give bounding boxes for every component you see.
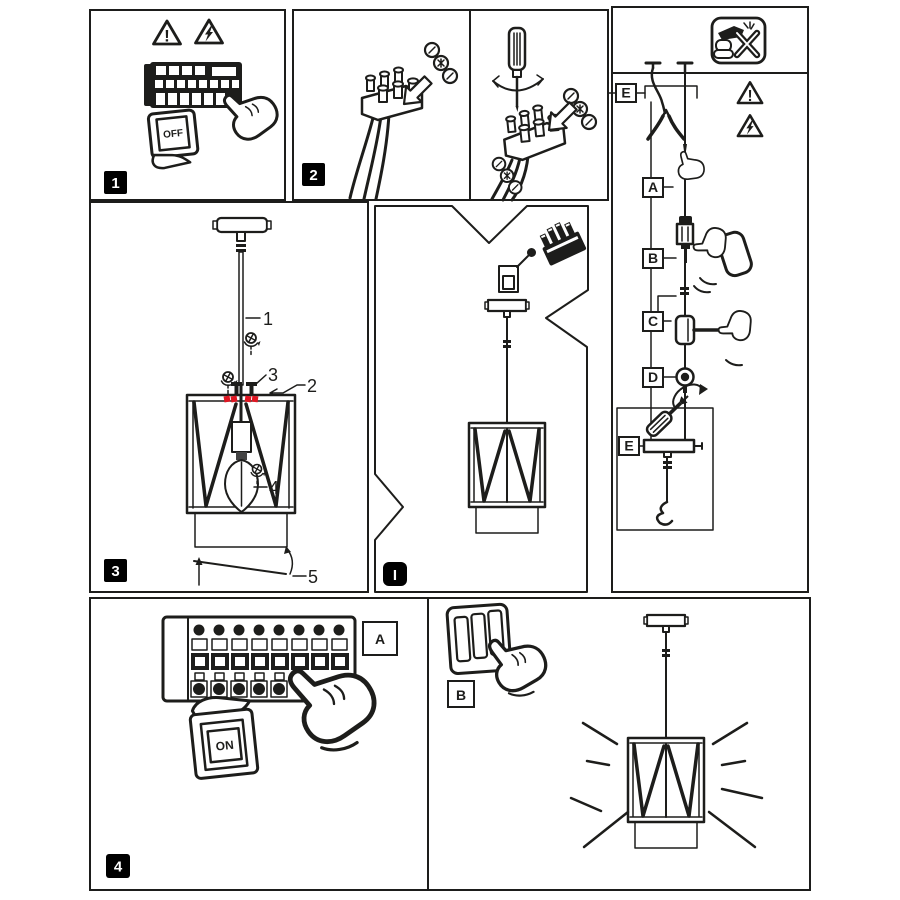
callout-a-panel4 (363, 622, 397, 655)
svg-text:E: E (624, 437, 634, 454)
step-badge-2 (302, 163, 325, 186)
step-badge-3 (104, 559, 127, 582)
svg-text:A: A (374, 631, 386, 647)
panel-i-detail (375, 206, 588, 592)
step-badge-1 (104, 171, 127, 194)
lamp-socket (232, 422, 251, 452)
step-badge-4 (106, 854, 130, 878)
panel-i-border (375, 206, 588, 592)
panel-2-wiring (293, 10, 608, 200)
svg-text:2: 2 (307, 376, 318, 396)
on-label: ON (215, 737, 235, 754)
svg-text:I: I (392, 567, 398, 584)
svg-text:1: 1 (263, 309, 274, 329)
off-label: OFF (162, 127, 184, 141)
svg-text:B: B (647, 250, 659, 266)
step-badge-i (383, 562, 407, 586)
svg-text:4: 4 (269, 478, 280, 498)
panel-4-power-on (90, 598, 810, 890)
svg-text:5: 5 (308, 567, 319, 587)
callout-b-panel4 (448, 681, 474, 707)
panel-1-power-off (90, 10, 285, 200)
svg-text:A: A (647, 179, 659, 195)
no-power-tools-icon (712, 18, 765, 63)
assembly-steps-strip (608, 7, 808, 592)
panel-3-parts-overview (90, 202, 368, 592)
panel-2-border (293, 10, 608, 200)
warning-exclamation: ! (164, 26, 170, 46)
svg-text:B: B (455, 687, 467, 703)
pendant-rod (239, 252, 243, 385)
svg-text:4: 4 (113, 858, 123, 876)
svg-text:E: E (621, 84, 631, 101)
svg-text:C: C (647, 313, 659, 329)
svg-text:2: 2 (309, 167, 318, 184)
svg-text:3: 3 (268, 365, 279, 385)
svg-text:!: ! (747, 87, 753, 105)
svg-text:D: D (647, 369, 659, 385)
svg-text:1: 1 (111, 175, 120, 192)
strip-border (612, 7, 808, 592)
svg-text:3: 3 (111, 563, 120, 580)
